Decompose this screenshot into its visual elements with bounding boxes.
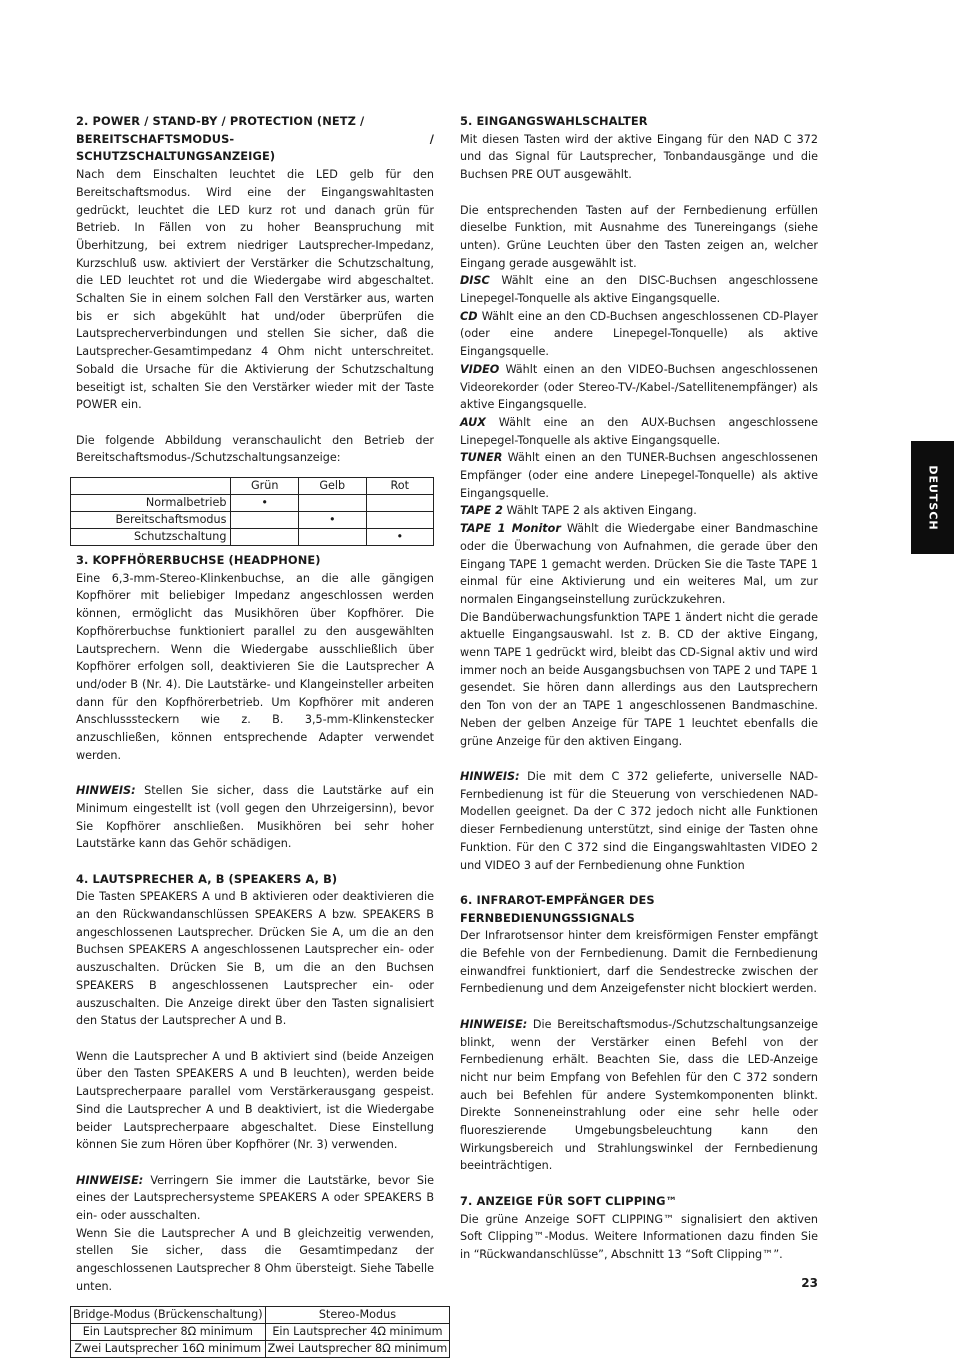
- note-label: HINWEIS:: [76, 784, 136, 798]
- input-label: AUX: [460, 415, 486, 429]
- input-label: TAPE 1 Monitor: [460, 522, 561, 536]
- paragraph: Die grüne Anzeige SOFT CLIPPING™ signalisiert den aktiven Soft Clipping™-Modus. Weitere Informationen dazu finden Sie in “Rückwandanschlüsse”, Abschnitt 13 “Soft Clipping™”.: [460, 1212, 818, 1261]
- input-text: Wählt eine an den DISC-Buchsen angeschlossene Linepegel-Tonquelle als aktive Eingangsquelle.: [460, 274, 818, 306]
- input-item-tape2: [460, 502, 818, 520]
- section-heading: BEREITSCHAFTSMODUS- / SCHUTZSCHALTUNGSANZEIGE): [76, 131, 434, 164]
- input-item-tape1: [460, 520, 818, 609]
- section-heading: 4. LAUTSPRECHER A, B (SPEAKERS A, B): [76, 871, 338, 886]
- input-text: Wählt die Wiedergabe einer Bandmaschine oder die Überwachung von Aufnahmen, die gerade über den Eingang TAPE 1 gemacht werden. Drücken Sie die Taste TAPE 1 einmal für eine Aktivierung und ein weiteres Mal, um zur normalen Eingangseinstellung zurückzukehren.: [460, 522, 818, 606]
- table-header-row: [71, 478, 434, 495]
- table-header-cell: Bridge-Modus (Brückenschaltung): [71, 1306, 266, 1323]
- table-header-cell: Rot: [366, 478, 433, 495]
- table-header-row: [71, 1306, 450, 1323]
- section-heading: 2. POWER / STAND-BY / PROTECTION (NETZ /: [76, 114, 365, 128]
- table-cell: [366, 495, 433, 512]
- paragraph: Der Infrarotsensor hinter dem kreisförmigen Fenster empfängt die Befehle von der Fernbedienung. Damit die Fernbedienung einwandfrei funktioniert, darf die Sendestrecke zwischen der Fernbedienung und dem Anzeigefenster nicht blockiert werden.: [460, 929, 818, 996]
- note-label: HINWEIS:: [460, 769, 520, 783]
- section-input-selector: [460, 113, 818, 892]
- table-cell: [299, 529, 367, 546]
- left-column: [73, 113, 448, 1364]
- right-column: [460, 113, 818, 1264]
- table-cell: •: [299, 512, 367, 529]
- note: [76, 1172, 434, 1225]
- table-header-cell: [71, 478, 231, 495]
- paragraph: Wenn Sie die Lautsprecher A und B gleichzeitig verwenden, stellen Sie sicher, dass die Gesamtimpedanz der angeschlossenen Lautsprecher 8 Ohm übersteigt. Siehe Tabelle unten.: [76, 1226, 434, 1293]
- input-item-tuner: [460, 449, 818, 502]
- row-label: Bereitschaftsmodus: [71, 512, 231, 529]
- section-power: [76, 113, 434, 546]
- input-text: Wählt einen an den TUNER-Buchsen angeschlossenen Empfänger (oder eine andere Linepegel-Tonquelle) als aktive Eingangsquelle.: [460, 451, 818, 500]
- table-cell: •: [231, 495, 299, 512]
- input-text: Wählt TAPE 2 als aktiven Eingang.: [502, 504, 697, 518]
- section-heading: 3. KOPFHÖRERBUCHSE (HEADPHONE): [76, 553, 321, 568]
- input-text: Wählt eine an den CD-Buchsen angeschlossenen CD-Player (oder eine andere Linepegel-Tonquelle) als aktive Eingangsquelle.: [460, 309, 818, 359]
- input-label: DISC: [460, 274, 490, 288]
- note-text: Die Bereitschaftsmodus-/Schutzschaltungsanzeige blinkt, wenn der Verstärker einen Befehl von der Fernbedienung erhält. Beachten Sie, dass die LED-Anzeige nicht nur beim Empfang von Befehlen für den C 372 sondern auch bei Befehlen für andere Systemkomponenten blinkt. Direkte Sonneneinstrahlung oder eine sehr helle oder fluoreszierende Umgebungsbeleuchtung kann den Wirkungsbereich und Strahlungswinkel der Fernbedienung beeinträchtigen.: [460, 1017, 818, 1173]
- paragraph: Nach dem Einschalten leuchtet die LED gelb für den Bereitschaftsmodus. Wird eine der Eingangswahltasten gedrückt, leuchtet die LED kurz rot und danach grün für Betrieb. In Fällen von zu hoher Beanspruchung mit Überhitzung, bei extrem niedriger Lautsprecher-Impedanz, Kurzschluß usw. aktiviert der Verstärker die Schutzschaltung, die LED leuchtet rot und die Wiedergabe wird abgeschaltet. Schalten Sie in einem solchen Fall den Verstärker aus, warten bis er sich abgekühlt hat und/oder überprüfen die Lautsprecherverbindungen und stellen Sie sicher, daß die Lautsprecher-Gesamtimpedanz 4 Ohm nicht unterschreitet. Sobald die Ursache für die Aktivierung der Schutzschaltung beseitigt ist, schalten Sie den Verstärker wieder mit der Taste POWER ein.: [76, 168, 434, 412]
- input-label: TAPE 2: [460, 504, 503, 518]
- table-header-cell: Stereo-Modus: [265, 1306, 450, 1323]
- section-soft-clipping: [460, 1193, 818, 1264]
- paragraph: Die Tasten SPEAKERS A und B aktivieren oder deaktivieren die an den Rückwandanschlüssen SPEAKERS A bzw. SPEAKERS B angeschlossenen Lautsprecher. Drücken Sie A, um die an den Buchsen SPEAKERS A angeschlossenen Lautsprecher ein- oder auszuschalten. Drücken Sie B, um die an den Buchsen SPEAKERS B angeschlossenen Lautsprecher ein- oder auszuschalten. Die Anzeige direkt über den Tasten signalisiert den Status der Lautsprecher A und B.: [76, 890, 434, 1028]
- table-cell: Zwei Lautsprecher 16Ω minimum: [71, 1340, 266, 1357]
- table-cell: Zwei Lautsprecher 8Ω minimum: [265, 1340, 450, 1357]
- input-text: Wählt einen an den VIDEO-Buchsen angeschlossenen Videorekorder (oder Stereo-TV-/Kabel-/Satellitenempfänger) als aktive Eingangsquelle.: [460, 362, 818, 412]
- row-label: Normalbetrieb: [71, 495, 231, 512]
- note: [76, 782, 434, 853]
- table-cell: Ein Lautsprecher 4Ω minimum: [265, 1323, 450, 1340]
- table-row: [71, 1323, 450, 1340]
- input-item-aux: [460, 414, 818, 449]
- note-label: HINWEISE:: [460, 1017, 528, 1031]
- impedance-table: [70, 1306, 450, 1358]
- input-text: Wählt eine an den AUX-Buchsen angeschlossene Linepegel-Tonquelle als aktive Eingangsquelle.: [460, 415, 818, 447]
- table-row: [71, 512, 434, 529]
- note-label: HINWEISE:: [76, 1173, 144, 1187]
- section-heading: 7. ANZEIGE FÜR SOFT CLIPPING™: [460, 1193, 678, 1208]
- table-header-cell: Gelb: [299, 478, 367, 495]
- table-row: [71, 495, 434, 512]
- table-cell: •: [366, 529, 433, 546]
- table-row: [71, 1340, 450, 1357]
- input-label: CD: [460, 309, 478, 323]
- note-text: Stellen Sie sicher, dass die Lautstärke auf ein Minimum eingestellt ist (voll gegen den Uhrzeigersinn), bevor Sie Kopfhörer anschließen. Musikhören bei sehr hoher Lautstärke kann das Gehör schädigen.: [76, 784, 434, 851]
- section-heading: 5. EINGANGSWAHLSCHALTER: [460, 114, 648, 128]
- paragraph: Die Bandüberwachungsfunktion TAPE 1 ändert nicht die gerade aktuelle Eingangsauswahl. Ist z. B. CD der aktive Eingang, wenn TAPE 1 gedrückt wird, bleibt das CD-Signal aktiv und wird immer noch an beide Ausgangsbuchsen von TAPE 2 und TAPE 1 gesendet. Sie hören dann allerdings aus den Lautsprechern den Ton von der an TAPE 1 angeschlossenen Bandmaschine. Neben der gelben Anzeige für TAPE 1 leuchtet ebenfalls die grüne Anzeige für den aktiven Eingang.: [460, 610, 818, 748]
- paragraph: Mit diesen Tasten wird der aktive Eingang für den NAD C 372 und das Signal für Lautsprecher, Tonbandausgänge und die Buchsen PRE OUT ausgewählt.: [460, 132, 818, 182]
- table-row: [71, 529, 434, 546]
- note-text: Die mit dem C 372 gelieferte, universelle NAD-Fernbedienung ist für die Steuerung von verschiedenen NAD-Modellen geeignet. Da der C 372 jedoch nicht alle Funktionen dieser Fernbedienung unterstützt, sind einige der Tasten ohne Funktion. Für den C 372 sind die Eingangswahltasten VIDEO 2 und VIDEO 3 auf der Fernbedienung ohne Funktion: [460, 769, 818, 872]
- input-label: TUNER: [460, 451, 503, 465]
- note-text: Verringern Sie immer die Lautstärke, bevor Sie eines der Lautsprechersysteme SPEAKERS A oder SPEAKERS B ein- oder ausschalten.: [76, 1173, 434, 1222]
- section-heading: FERNBEDIENUNGSSIGNALS: [460, 910, 635, 925]
- paragraph: Wenn die Lautsprecher A und B aktiviert sind (beide Anzeigen über den Tasten SPEAKERS A und B leuchten), werden beide Lautsprecherpaare parallel vom Verstärkerausgang gespeist. Sind die Lautsprecher A und B deaktiviert, ist die Wiedergabe beider Lautsprecherpaare abgeschaltet. Diese Einstellung können Sie zum Hören über Kopfhörer (Nr. 3) verwenden.: [76, 1049, 434, 1152]
- paragraph: Die folgende Abbildung veranschaulicht den Betrieb der Bereitschaftsmodus-/Schutzschaltungsanzeige:: [76, 433, 434, 465]
- table-cell: [231, 529, 299, 546]
- note: [460, 768, 818, 874]
- table-cell: Ein Lautsprecher 8Ω minimum: [71, 1323, 266, 1340]
- paragraph: Eine 6,3-mm-Stereo-Klinkenbuchse, an die alle gängigen Kopfhörer mit beliebiger Impedanz angeschlossen werden können, ermöglicht das Musikhören über Kopfhörer. Die Kopfhörerbuchse funktioniert parallel zu den ausgewählten Lautsprechern. Wenn die Wiedergabe ausschließlich über Kopfhörer erfolgen soll, deaktivieren Sie die Lautsprecher A und/oder B (Nr. 4). Die Lautstärke- und Klangeinsteller arbeiten dann für den Kopfhörerbetrieb. Um Kopfhörer mit anderen Anschlusssteckern wie z. B. 3,5-mm-Klinkenstecker anzuschließen, können entsprechende Adapter verwendet werden.: [76, 571, 434, 762]
- table-cell: [299, 495, 367, 512]
- page-number: 23: [801, 1276, 818, 1290]
- note: [460, 1016, 818, 1175]
- paragraph: Die entsprechenden Tasten auf der Fernbedienung erfüllen dieselbe Funktion, mit Ausnahme des Tunereingangs (siehe unten). Grüne Leuchten über den Tasten zeigen an, welcher Eingang gerade ausgewählt ist.: [460, 203, 818, 270]
- section-heading: 6. INFRAROT-EMPFÄNGER DES: [460, 892, 655, 907]
- input-item-cd: [460, 308, 818, 361]
- language-tab: [911, 441, 954, 554]
- section-infrared: [460, 892, 818, 1193]
- table-cell: [366, 512, 433, 529]
- table-header-cell: Grün: [231, 478, 299, 495]
- input-label: VIDEO: [460, 362, 500, 376]
- row-label: Schutzschaltung: [71, 529, 231, 546]
- input-item-video: [460, 361, 818, 414]
- section-speakers: [73, 871, 448, 1358]
- input-item-disc: [460, 272, 818, 307]
- section-headphone: [76, 552, 434, 871]
- language-tab-label: DEUTSCH: [926, 464, 939, 531]
- table-cell: [231, 512, 299, 529]
- led-status-table: [70, 477, 434, 546]
